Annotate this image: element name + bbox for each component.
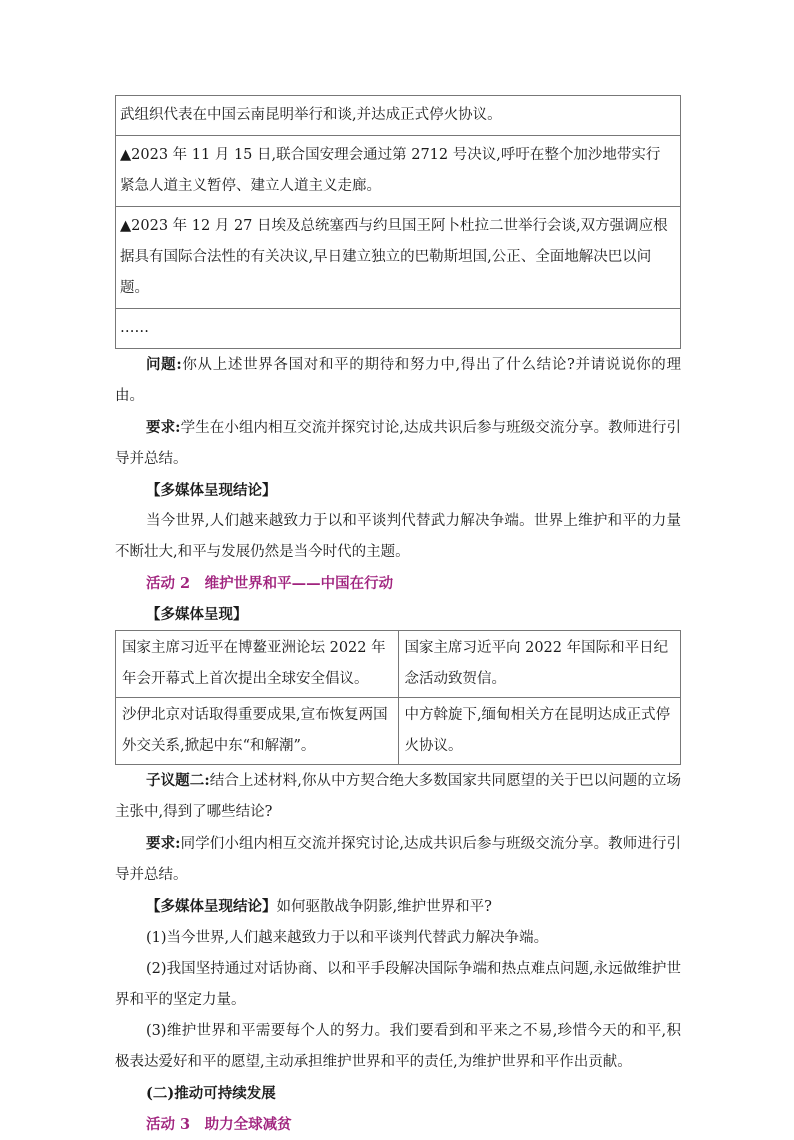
requirement-label: 要求: — [146, 835, 181, 852]
table-cell: 国家主席习近平在博鳌亚洲论坛 2022 年年会开幕式上首次提出全球安全倡议。 — [116, 631, 399, 698]
table-cell: 沙伊北京对话取得重要成果,宣布恢复两国外交关系,掀起中东“和解潮”。 — [116, 698, 399, 765]
table-row — [116, 136, 681, 207]
table-cell: 中方斡旋下,缅甸相关方在昆明达成正式停火协议。 — [398, 698, 681, 765]
china-action-table — [115, 630, 681, 765]
conclusion-point: (3)维护世界和平需要每个人的努力。我们要看到和平来之不易,珍惜今天的和平,积极表达爱好和平的愿望,主动承担维护世界和平的责任,为维护世界和平作出贡献。 — [115, 1023, 681, 1070]
news-table — [115, 95, 681, 349]
table-row — [116, 96, 681, 136]
multimedia-conclusion-paragraph — [115, 891, 681, 923]
question-text: 你从上述世界各国对和平的期待和努力中,得出了什么结论?并请说说你的理由。 — [115, 357, 681, 404]
subtopic-paragraph — [115, 765, 681, 828]
requirement-paragraph — [115, 412, 681, 475]
conclusion-paragraph: 当今世界,人们越来越致力于以和平谈判代替武力解决争端。世界上维护和平的力量不断壮大,和平与发展仍然是当今时代的主题。 — [115, 513, 681, 560]
document-page — [115, 95, 681, 1140]
section-title: (二)推动可持续发展 — [146, 1085, 276, 1102]
question-label: 问题: — [146, 356, 182, 373]
table-cell: …… — [116, 309, 681, 349]
table-cell: ▲2023 年 11 月 15 日,联合国安理会通过第 2712 号决议,呼吁在整个加沙地带实行紧急人道主义暂停、建立人道主义走廊。 — [116, 136, 681, 207]
subtopic-text: 结合上述材料,你从中方契合绝大多数国家共同愿望的关于巴以问题的立场主张中,得到了哪些结论? — [115, 773, 681, 820]
requirement-paragraph — [115, 828, 681, 891]
table-row — [116, 631, 681, 698]
question-paragraph — [115, 349, 681, 412]
multimedia-conclusion-heading: 【多媒体呈现结论】 — [146, 482, 277, 499]
table-row — [116, 309, 681, 349]
requirement-label: 要求: — [146, 419, 181, 436]
table-row — [116, 207, 681, 309]
requirement-text: 同学们小组内相互交流并探究讨论,达成共识后参与班级交流分享。教师进行引导并总结。 — [115, 836, 682, 883]
multimedia-heading: 【多媒体呈现】 — [146, 606, 248, 623]
activity-3-title: 活动 3 助力全球减贫 — [146, 1116, 292, 1133]
table-cell: 国家主席习近平向 2022 年国际和平日纪念活动致贺信。 — [398, 631, 681, 698]
activity-2-title: 活动 2 维护世界和平——中国在行动 — [146, 575, 394, 592]
requirement-text: 学生在小组内相互交流并探究讨论,达成共识后参与班级交流分享。教师进行引导并总结。 — [115, 420, 682, 467]
subtopic-label: 子议题二: — [146, 772, 210, 789]
multimedia-conclusion-heading: 【多媒体呈现结论】 — [146, 898, 277, 915]
table-row — [116, 698, 681, 765]
conclusion-question: 如何驱散战争阴影,维护世界和平? — [276, 899, 492, 915]
conclusion-point: (2)我国坚持通过对话协商、以和平手段解决国际争端和热点难点问题,永远做维护世界和平的坚定力量。 — [115, 961, 681, 1008]
table-cell: ▲2023 年 12 月 27 日埃及总统塞西与约旦国王阿卜杜拉二世举行会谈,双方强调应根据具有国际合法性的有关决议,早日建立独立的巴勒斯坦国,公正、全面地解决巴以问题。 — [116, 207, 681, 309]
conclusion-point: (1)当今世界,人们越来越致力于以和平谈判代替武力解决争端。 — [146, 930, 549, 946]
table-cell: 武组织代表在中国云南昆明举行和谈,并达成正式停火协议。 — [116, 96, 681, 136]
